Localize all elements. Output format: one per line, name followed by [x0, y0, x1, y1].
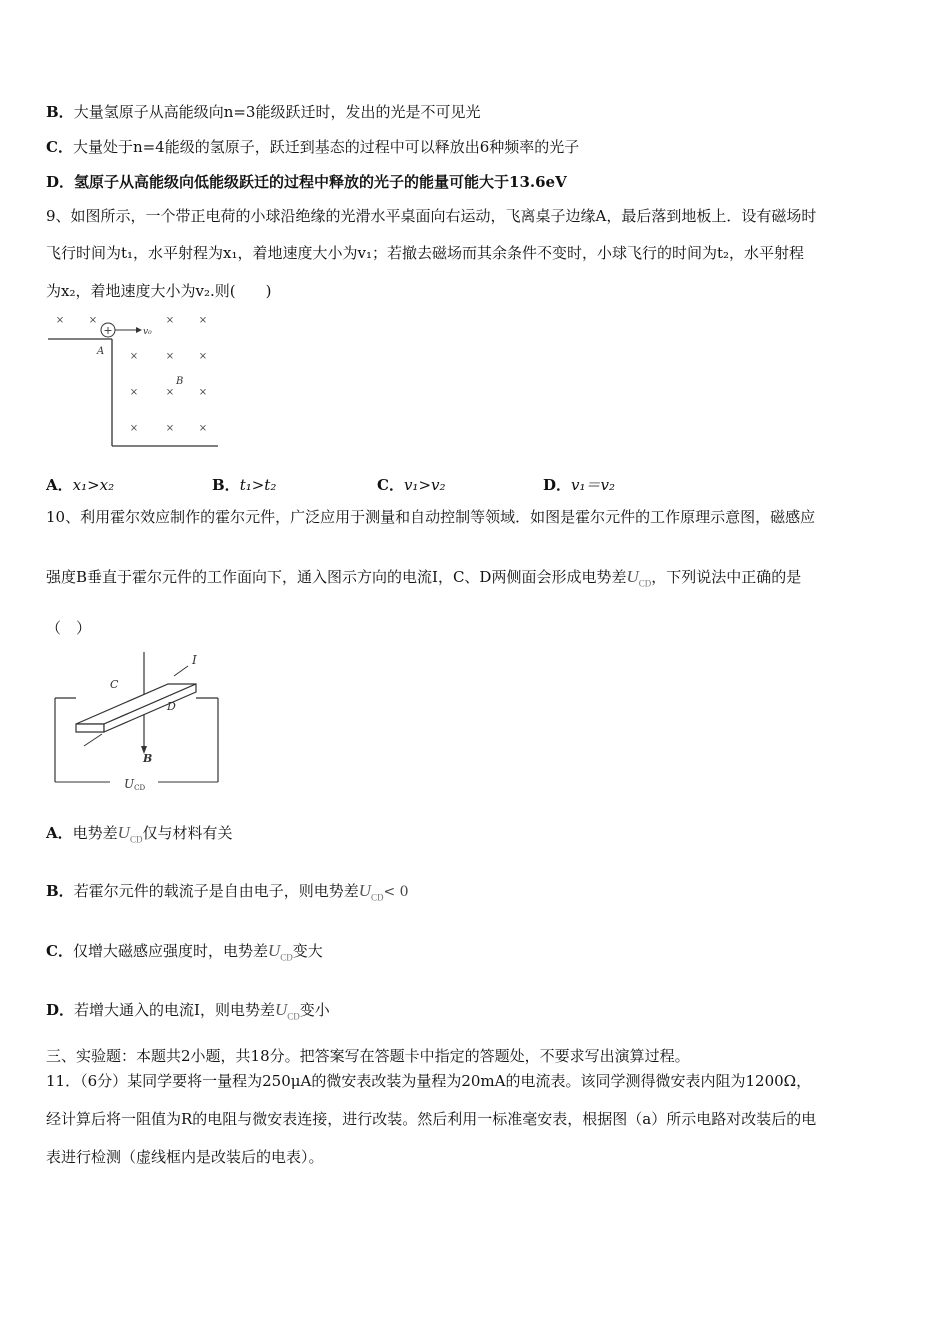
q10-hall-element-figure — [46, 648, 236, 796]
field-cross: × — [55, 315, 65, 326]
q10-option-d: D．若增大通入的电流I，则电势差$U_{CD}$变小 — [46, 1000, 330, 1022]
hall-slab-front — [76, 724, 104, 732]
field-cross: × — [88, 315, 98, 326]
ucd-symbol: $U_{CD}$ — [274, 1000, 300, 1022]
field-cross: × — [198, 351, 208, 362]
q9-stem-line2: 飞行时间为t₁，水平射程为x₁，着地速度大小为v₁；若撤去磁场而其余条件不变时，小球飞行的时间为t₂，水平射程 — [46, 244, 805, 262]
section3-heading: 三、实验题：本题共2小题，共18分。把答案写在答题卡中指定的答题处，不要求写出演算过程。 — [46, 1047, 690, 1065]
velocity-arrowhead — [136, 327, 142, 333]
field-cross: × — [129, 423, 139, 434]
field-cross: × — [165, 423, 175, 434]
field-cross: × — [198, 423, 208, 434]
field-cross: × — [129, 387, 139, 398]
field-cross: × — [165, 387, 175, 398]
q10-stem-line1: 10、利用霍尔效应制作的霍尔元件，广泛应用于测量和自动控制等领域．如图是霍尔元件的工作原理示意图，磁感应 — [46, 508, 816, 526]
b-label: B — [143, 752, 153, 765]
c-label: C — [110, 678, 119, 691]
current-label: I — [192, 653, 197, 667]
ucd-symbol: $U_{CD}$ — [626, 567, 652, 589]
field-cross: × — [129, 351, 139, 362]
q8-option-b: B．大量氢原子从高能级向n=3能级跃迁时，发出的光是不可见光 — [46, 103, 481, 121]
q9-option-c: C．v₁>v₂ — [377, 476, 446, 494]
ucd-label: UCD — [124, 777, 146, 792]
field-cross: × — [198, 387, 208, 398]
q8-option-d: D．氢原子从高能级向低能级跃迁的过程中释放的光子的能量可能大于13.6eV — [46, 173, 567, 191]
q9-option-d: D．v₁＝v₂ — [543, 476, 615, 494]
ucd-symbol: $U_{CD}$ — [358, 881, 384, 903]
ucd-symbol: $U_{CD}$ — [117, 823, 143, 845]
charge-sign: + — [103, 324, 113, 337]
q10-stem-line2: 强度B垂直于霍尔元件的工作面向下，通入图示方向的电流I，C、D两侧面会形成电势差$U_{CD}$，下列说法中正确的是 — [46, 567, 802, 589]
field-b-label: B — [176, 376, 184, 387]
field-crosses — [56, 315, 207, 434]
q10-option-b: B．若霍尔元件的载流子是自由电子，则电势差$U_{CD}< 0$ — [46, 881, 409, 903]
q9-option-b: B．t₁>t₂ — [212, 476, 277, 494]
point-a-label: A — [97, 346, 105, 357]
ucd-symbol: $U_{CD}$ — [267, 941, 293, 963]
q11-stem-line2: 经计算后将一阻值为R的电阻与微安表连接，进行改装。然后利用一标准毫安表，根据图（a）所示电路对改装后的电 — [46, 1110, 817, 1128]
q11-stem-line1: 11．（6分）某同学要将一量程为250μA的微安表改装为量程为20mA的电流表。该同学测得微安表内阻为1200Ω， — [46, 1072, 812, 1090]
q9-stem-line1: 9、如图所示，一个带正电荷的小球沿绝缘的光滑水平桌面向右运动，飞离桌子边缘A，最后落到地板上．设有磁场时 — [46, 207, 817, 225]
d-label: D — [167, 700, 176, 713]
q8-option-c: C．大量处于n=4能级的氢原子，跃迁到基态的过程中可以释放出6种频率的光子 — [46, 138, 580, 156]
q9-magnetic-field-figure — [46, 308, 226, 450]
field-cross: × — [198, 315, 208, 326]
field-cross: × — [165, 315, 175, 326]
q9-option-a: A．x₁>x₂ — [46, 476, 115, 494]
q10-option-c: C．仅增大磁感应强度时，电势差$U_{CD}$变大 — [46, 941, 323, 963]
q10-stem-line3: （ ） — [46, 619, 92, 637]
q9-stem-line3: 为x₂，着地速度大小为v₂.则( ) — [46, 282, 272, 300]
q11-stem-line3: 表进行检测（虚线框内是改装后的电表）。 — [46, 1148, 324, 1166]
v0-label: v₀ — [143, 327, 152, 337]
field-cross: × — [165, 351, 175, 362]
q10-option-a: A．电势差$U_{CD}$仅与材料有关 — [46, 823, 233, 845]
